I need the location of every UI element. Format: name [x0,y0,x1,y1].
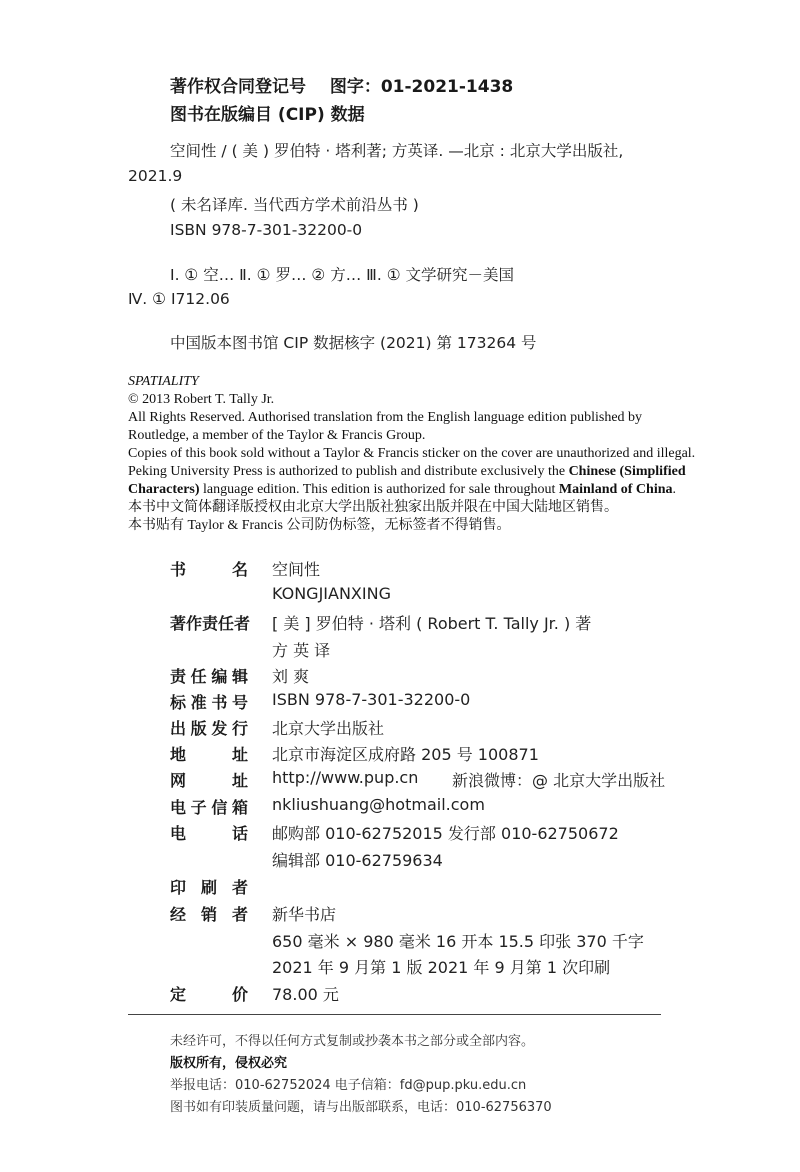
contract-number-line [170,72,513,97]
website-label: 网 址 [170,771,248,790]
cip-title: 图书在版编目 (CIP) 数据 [170,105,365,125]
rights-reserved: 版权所有，侵权必究 [170,1056,288,1071]
cip-classification-2: Ⅳ. ① I712.06 [128,290,230,308]
email-value[interactable]: nkliushuang@hotmail.com [272,795,485,814]
peking-text-c: Characters) [128,482,200,497]
isbn-label: 标 准 书 号 [170,693,248,712]
cip-line-2: 2021.9 [128,167,183,185]
cip-classification-1: Ⅰ. ① 空… Ⅱ. ① 罗… ② 方… Ⅲ. ① 文学研究－美国 [170,266,515,284]
chinese-authorization-1: 本书中文简体翻译版授权由北京大学出版社独家出版并限在中国大陆地区销售。 [128,500,618,515]
rights-line-1: All Rights Reserved. Authorised translation from the English language edition published by [128,410,643,425]
author-label: 著作责任者 [170,614,251,633]
seller-label: 经 销 者 [170,905,248,924]
email-label: 电 子 信 箱 [170,798,248,817]
phone-label: 电 话 [170,824,248,843]
address-value: 北京市海淀区成府路 205 号 100871 [272,745,539,764]
price-label: 定 价 [170,985,248,1004]
publisher-value: 北京大学出版社 [272,719,385,738]
website-value[interactable]: http://www.pup.cn [272,768,419,787]
rights-line-2: Routledge, a member of the Taylor & Francis Group. [128,428,426,443]
copy-notice: 未经许可，不得以任何方式复制或抄袭本书之部分或全部内容。 [170,1034,535,1049]
cip-isbn: ISBN 978-7-301-32200-0 [170,221,363,239]
editor-label: 责 任 编 辑 [170,667,248,686]
seller-value: 新华书店 [272,905,337,924]
edition-line: 2021 年 9 月第 1 版 2021 年 9 月第 1 次印刷 [272,958,611,977]
contract-label: 著作权合同登记号 [170,77,306,97]
title-pinyin: KONGJIANXING [272,584,391,603]
title-label: 书 名 [170,560,248,579]
printer-label: 印 刷 者 [170,878,248,897]
peking-text-e: Mainland of China [558,482,673,497]
chinese-authorization-2: 本书贴有 Taylor & Francis 公司防伪标签，无标签者不得销售。 [128,518,511,533]
report-contact: 举报电话：010-62752024 电子信箱：fd@pup.pku.edu.cn [170,1078,527,1093]
peking-text-b: Chinese (Simplified [568,464,686,479]
author-value: [ 美 ] 罗伯特 · 塔利 ( Robert T. Tally Jr. ) 著 [272,614,592,633]
translator-value: 方 英 译 [272,641,331,660]
cip-line-1: 空间性 / ( 美 ) 罗伯特 · 塔利著; 方英译. —北京 : 北京大学出版社, [170,142,624,160]
footer-divider [128,1014,661,1015]
peking-authorization-1 [128,463,686,481]
quality-contact: 图书如有印装质量问题，请与出版部联系，电话：010-62756370 [170,1100,552,1115]
peking-text-d: language edition. This edition is authorized for sale throughout [199,482,559,497]
contract-value: 图字：01-2021-1438 [329,77,514,97]
peking-text-a: Peking University Press is authorized to publish and distribute exclusively the [128,464,569,479]
phone-line-1: 邮购部 010-62752015 发行部 010-62750672 [272,824,619,843]
isbn-value: ISBN 978-7-301-32200-0 [272,690,471,709]
price-value: 78.00 元 [272,985,339,1004]
copyright-line: © 2013 Robert T. Tally Jr. [128,392,275,407]
english-title: SPATIALITY [128,374,199,389]
title-value: 空间性 [272,560,321,579]
sticker-notice: Copies of this book sold without a Taylor & Francis sticker on the cover are unauthorized and illegal. [128,446,696,461]
peking-text-f: . [672,482,677,497]
peking-authorization-2 [128,481,676,499]
phone-line-2: 编辑部 010-62759634 [272,851,443,870]
format-line: 650 毫米 × 980 毫米 16 开本 15.5 印张 370 千字 [272,932,644,951]
editor-value: 刘 爽 [272,667,310,686]
publisher-label: 出 版 发 行 [170,719,248,738]
weibo-value: 新浪微博：@ 北京大学出版社 [452,771,666,790]
cip-series: ( 未名译库. 当代西方学术前沿丛书 ) [170,196,419,214]
cip-number: 中国版本图书馆 CIP 数据核字 (2021) 第 173264 号 [170,334,537,352]
address-label: 地 址 [170,745,248,764]
